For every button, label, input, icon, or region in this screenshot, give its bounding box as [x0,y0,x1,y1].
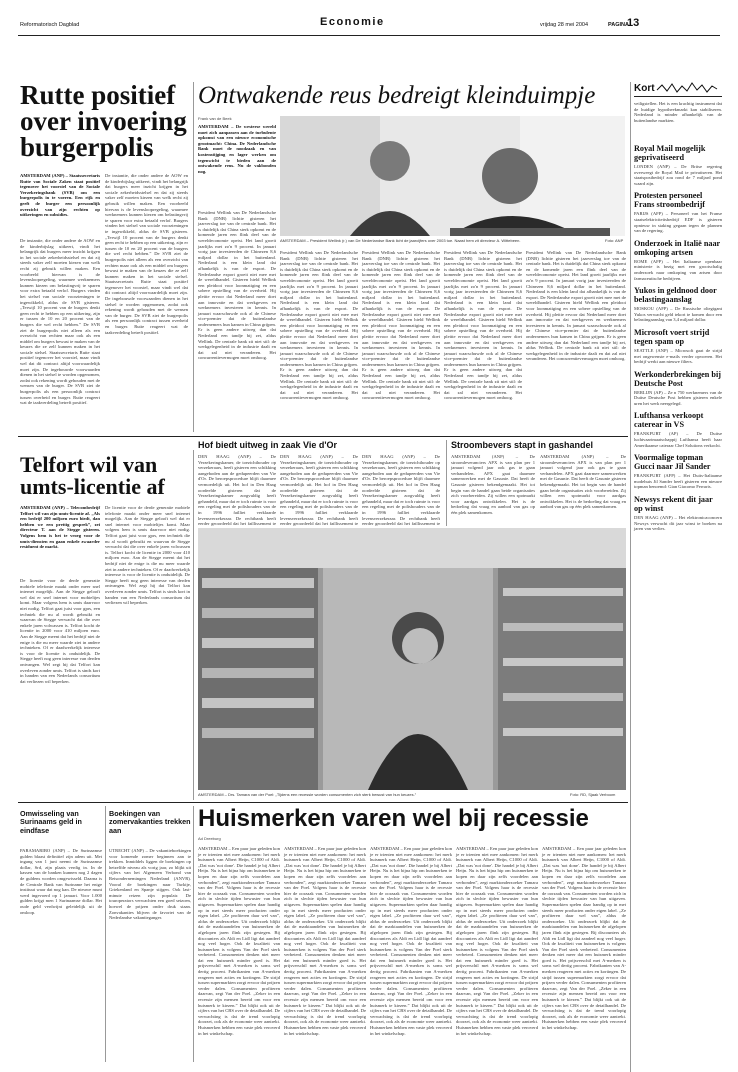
stroombevers-body-2: AMSTERDAM (ANP) – De stroomleveranciers APX is van plan per 1 januari volgend jaar ook gas te gaan verhandelen. APX gaat daarmee samenwerken met de Gasunie. Dat heeft de Gasunie gisteren bekendgemaakt. Het tot begin van de handel gaan beide organisaties zich voorbereiden. Zij willen een spotmarkt voor aardgas ontwikkelen. Het is de bedoeling dat vraag en aanbod van gas op één plek samenkomen. [540,454,626,510]
hofbiedt-headline: Hof biedt uitweg in zaak Vie d'Or [198,440,337,450]
section-title: Economie [320,16,385,28]
divider-omw [105,806,106,1062]
kort-item-body: LONDEN (ANP) – De Britse regering overweegt de Royal Mail te privatiseren. Het staatspostbedrijf zou rond de 7 miljard pond waard zijn. [634,164,722,186]
ontwakende-body-4: President Wellink van De Nederlandsche Bank (DNB) lichtte gisteren het jaarverslag toe van de centrale bank. Het is duidelijk dat China sterk opkomt en de komende jaren een flink deel van de wereldeconomie opeist. Het land groeit jaarlijks met zo'n 9 procent. In januari vorig jaar investeerden de Chinezen 8,6 miljard dollar in het buitenland. Nederland is een klein land dat afhankelijk is van de export. De Nederlandse export groeit niet mee met de wereldhandel. Gisteren hield Wellink een pleidooi voor loonmatiging en een sobere opstelling van de overheid. Hij pleitte ervoor dat Nederland meer doet aan innovatie en dat werkgevers en werknemers investeren in kennis. In januari waarschuwde ook al de Chinese vice-premier dat de buitenlandse ondernemers hun kansen in China grijpen. Er is geen andere uitweg dan dat Nederland een tandje bij zet, aldus Wellink. De centrale bank zit niet stil: de werkgelegenheid in de industrie daalt en dat zal niet veranderen. Het concurrentievermogen moet omhoog. [444,250,522,401]
huismerken-byline: Ad Dreeburg [198,836,221,841]
telfort-headline: Telfort wil van umts-licentie af [20,452,165,499]
kort-item-title: Voormalige topman Gucci naar Jil Sander [634,453,711,472]
supermarket-photo-credit: Foto: RD, Sjaak Verboom [570,792,616,797]
huismerken-body-4: AMSTERDAM – Een paar jaar geleden kon je er trienten niet mee aankomen: het merk huismerk van Albert Heijn, C1000 of Aldi. „Dat was 'not done'. Die handel je bij Albert Heijn. Nu is het bijna hip om huismerken te kopen en daar zijn zelfs voordelen aan verbonden”, zegt marktonderzoeker Tamara van der Poel. Volgens haar is de recessie hier de oorzaak van. Consumenten worden zich in slechte tijden bewuster van hun uitgaven. Supermarkten spelen daar handig op in met steeds meer producten onder eigen label. „Ze profiteren daar wel van”, aldus de onderzoeker. Uit onderzoek blijkt dat de marktaandelen van huismerken de afgelopen jaren flink zijn gestegen. Bij discounters als Aldi en Lidl ligt dat aandeel nog veel hoger. Ook de kwaliteit van huismerken is volgens Van der Poel sterk verbeterd. Consumenten denken niet meer dat een huismerk minder goed is. Het prijsverschil met A-merken is soms wel dertig procent. Fabrikanten van A-merken reageren met acties en kortingen. De strijd tussen supermarkten zorgt ervoor dat prijzen verder dalen. Consumenten profiteren daarvan, zegt Van der Poel. „Zeker in een recessie zijn mensen bereid om voor een huismerk te kiezen.” Dat blijkt ook uit de cijfers van het CBS over de detailhandel. De verwachting is dat de trend voorlopig doorzet, ook als de economie weer aantrekt. Huismerken hebben een vaste plek veroverd in het winkelschap. [456,846,538,1036]
ontwakende-body-1: President Wellink van De Nederlandsche Bank (DNB) lichtte gisteren het jaarverslag toe van de centrale bank. Het is duidelijk dat China sterk opkomt en de komende jaren een flink deel van de wereldeconomie opeist. Het land groeit jaarlijks met zo'n 9 procent. In januari vorig jaar investeerden de Chinezen 8,6 miljard dollar in het buitenland. Nederland is een klein land dat afhankelijk is van de export. De Nederlandse export groeit niet mee met de wereldhandel. Gisteren hield Wellink een pleidooi voor loonmatiging en een sobere opstelling van de overheid. Hij pleitte ervoor dat Nederland meer doet aan innovatie en dat werkgevers en werknemers investeren in kennis. In januari waarschuwde ook al de Chinese vice-premier dat de buitenlandse ondernemers hun kansen in China grijpen. Er is geen andere uitweg dan dat Nederland een tandje bij zet, aldus Wellink. De centrale bank zit niet stil: de werkgelegenheid in de industrie daalt en dat zal niet veranderen. Het concurrentievermogen moet omhoog. [198,210,276,361]
ontwakende-body-2: President Wellink van De Nederlandsche Bank (DNB) lichtte gisteren het jaarverslag toe van de centrale bank. Het is duidelijk dat China sterk opkomt en de komende jaren een flink deel van de wereldeconomie opeist. Het land groeit jaarlijks met zo'n 9 procent. In januari vorig jaar investeerden de Chinezen 8,6 miljard dollar in het buitenland. Nederland is een klein land dat afhankelijk is van de export. De Nederlandse export groeit niet mee met de wereldhandel. Gisteren hield Wellink een pleidooi voor loonmatiging en een sobere opstelling van de overheid. Hij pleitte ervoor dat Nederland meer doet aan innovatie en dat werkgevers en werknemers investeren in kennis. In januari waarschuwde ook al de Chinese vice-premier dat de buitenlandse ondernemers hun kansen in China grijpen. Er is geen andere uitweg dan dat Nederland een tandje bij zet, aldus Wellink. De centrale bank zit niet stil: de werkgelegenheid in de industrie daalt en dat zal niet veranderen. Het concurrentievermogen moet omhoog. [280,250,358,401]
wellink-caption: AMSTERDAM – President Wellink (r.) van De Nederlandse Bank licht de jaarcijfers over 2003 toe. Naast hem zit directeur A. Wittebeen. [280,238,521,243]
paper-name: Reformatorisch Dagblad [20,22,80,28]
kort-item-title: Lufthansa verkoopt caterear in VS [634,411,704,430]
boekingen-body: UTRECHT (ANP) – De vakantieboekingen voor komende zomer beginnen aan te trekken. Inmiddels liggen de boekingen op hetzelfde niveau als vorig jaar, zo blijkt uit cijfers van het Algemeen Verbond van Reisondernemingen Nederland (ANVR). Vooral de boekingen naar Turkije, Griekenland en Spanje stijgen. Ook last-minute reizen zijn populair. De touroperators verwachten een goed seizoen, hoewel de prijzen onder druk staan. Zonvakanties blijven de favoriet van de Nederlandse vakantieganger. [109,848,191,921]
kort-item-body: DEN HAAG (ANP) – Het elektronicaconcern Newsys verwacht dit jaar winst te boeken na jaren van verlies. [634,515,722,532]
kort-item-title: Microsoft voert strijd tegen spam op [634,327,710,346]
kort-item [634,286,722,323]
page-number: 13 [627,17,640,29]
supermarket-photo-art [198,528,626,790]
huismerken-body-1: AMSTERDAM – Een paar jaar geleden kon je er trienten niet mee aankomen: het merk huismerk van Albert Heijn, C1000 of Aldi. „Dat was 'not done'. Die handel je bij Albert Heijn. Nu is het bijna hip om huismerken te kopen en daar zijn zelfs voordelen aan verbonden”, zegt marktonderzoeker Tamara van der Poel. Volgens haar is de recessie hier de oorzaak van. Consumenten worden zich in slechte tijden bewuster van hun uitgaven. Supermarkten spelen daar handig op in met steeds meer producten onder eigen label. „Ze profiteren daar wel van”, aldus de onderzoeker. Uit onderzoek blijkt dat de marktaandelen van huismerken de afgelopen jaren flink zijn gestegen. Bij discounters als Aldi en Lidl ligt dat aandeel nog veel hoger. Ook de kwaliteit van huismerken is volgens Van der Poel sterk verbeterd. Consumenten denken niet meer dat een huismerk minder goed is. Het prijsverschil met A-merken is soms wel dertig procent. Fabrikanten van A-merken reageren met acties en kortingen. De strijd tussen supermarkten zorgt ervoor dat prijzen verder dalen. Consumenten profiteren daarvan, zegt Van der Poel. „Zeker in een recessie zijn mensen bereid om voor een huismerk te kiezen.” Dat blijkt ook uit de cijfers van het CBS over de detailhandel. De verwachting is dat de trend voorlopig doorzet, ook als de economie weer aantrekt. Huismerken hebben een vaste plek veroverd in het winkelschap. [198,846,280,1036]
telfort-lead: AMSTERDAM (ANP) – Telecombedrijf Telfort wil van zijn umts-licentie af. „Als een bedrijf 200 miljoen euro biedt, dan hebben we een prettig gesprek”, zei directeur T. aan de Stegge gisteren. Volgens hem is het te vroeg voor de umts-diensten en gaan enkele zwaarder residuent de markt. [20,505,100,550]
kort-list [634,144,722,532]
kort-item-body: ROME (AFP) – Het Italiaanse openbaar ministerie is bezig met een grootschalig onderzoek naar omkoping van artsen door farmaceutische bedrijven. [634,258,722,281]
kort-item-title: Royal Mail mogelijk geprivatiseerd [634,144,706,162]
rutte-body-2: De instantie, die onder andere de AOW en de kinderbijslag uitkeert, vindt het belangrijk dat burgers meer inzicht krijgen in het sociale zekerheidsstelsel en dat zij steeds vaker zelf moeten kiezen van welk recht zij gebruik willen maken. Een voorbeeld hiervan is de levensloopregeling, waarmee werknemers kunnen kiezen om belastingvrij te sparen voor extra betaald verlof. Burgers vinden het stelsel van sociale voorzieningen te ingewikkeld, aldus de SVB gisteren. „Terwijl 10 procent van de burgers denkt geen recht te hebben op een uitkering, zijn er tussen de 10 en 20 procent van de burgers die wel recht hebben.” De SVB ziet de burgerpolis niet alleen als een overzicht van rechten maar ook als een middel om burgers bewust te maken van de keuzes die ze zelf kunnen maken in het sociale stelsel. Staatssecretaris Rutte staat positief tegenover het voorstel, maar vindt wel dat dit contract altijd voorwaardelijk moet zijn. De ingebouwde voorwaarden dienen in het stelsel te worden opgenomen, zodat ook rekening wordt gehouden met de wensen van de burger. De SVB ziet de burgerpolis als een persoonlijk contract tussen overheid en burger. Rutte reageert wat de taakverdeling betreft positief. [105,173,188,335]
divider-kort [630,82,631,1072]
kort-item [634,411,722,448]
kort-item-title: Newsys rekent dit jaar op winst [634,495,713,514]
divider-col1 [193,82,194,432]
ontwakende-headline: Ontwakende reus bedreigt kleinduimpje [198,82,596,109]
ontwakende-byline: Frank van de Beek [198,116,232,121]
wellink-photo-art [280,116,625,236]
hofbiedt-body-1: DEN HAAG (ANP) – De Verzekeringskamer, de toezichthouder op verzekeraars, heeft gisteren een schikking aangeboden aan de gedupeerden van Vie d'Or. De beroepsprocedure blijft daarmee vermoedelijk uit. Het hof in Den Haag oordeelde gisteren dat de Verzekeringskamer zorgvuldig heeft gehandeld, maar dat er toch ruimte is voor een regeling met de polishouders van de in 1996 failliet verklaarde levensverzekeraar. De rechtbank heeft eerder geoordeeld dat het faillissement te [198,454,276,527]
ontwakende-body-3: President Wellink van De Nederlandsche Bank (DNB) lichtte gisteren het jaarverslag toe van de centrale bank. Het is duidelijk dat China sterk opkomt en de komende jaren een flink deel van de wereldeconomie opeist. Het land groeit jaarlijks met zo'n 9 procent. In januari vorig jaar investeerden de Chinezen 8,6 miljard dollar in het buitenland. Nederland is een klein land dat afhankelijk is van de export. De Nederlandse export groeit niet mee met de wereldhandel. Gisteren hield Wellink een pleidooi voor loonmatiging en een sobere opstelling van de overheid. Hij pleitte ervoor dat Nederland meer doet aan innovatie en dat werkgevers en werknemers investeren in kennis. In januari waarschuwde ook al de Chinese vice-premier dat de buitenlandse ondernemers hun kansen in China grijpen. Er is geen andere uitweg dan dat Nederland een tandje bij zet, aldus Wellink. De centrale bank zit niet stil: de werkgelegenheid in de industrie daalt en dat zal niet veranderen. Het concurrentievermogen moet omhoog. [362,250,440,401]
kort-item-title: Werkonderbrekingen bij Deutsche Post [634,369,721,388]
ontwakende-body-5: President Wellink van De Nederlandsche Bank (DNB) lichtte gisteren het jaarverslag toe van de centrale bank. Het is duidelijk dat China sterk opkomt en de komende jaren een flink deel van de wereldeconomie opeist. Het land groeit jaarlijks met zo'n 9 procent. In januari vorig jaar investeerden de Chinezen 8,6 miljard dollar in het buitenland. Nederland is een klein land dat afhankelijk is van de export. De Nederlandse export groeit niet mee met de wereldhandel. Gisteren hield Wellink een pleidooi voor loonmatiging en een sobere opstelling van de overheid. Hij pleitte ervoor dat Nederland meer doet aan innovatie en dat werkgevers en werknemers investeren in kennis. In januari waarschuwde ook al de Chinese vice-premier dat de buitenlandse ondernemers hun kansen in China grijpen. Er is geen andere uitweg dan dat Nederland een tandje bij zet, aldus Wellink. De centrale bank zit niet stil: de werkgelegenheid in de industrie daalt en dat zal niet veranderen. Het concurrentievermogen moet omhoog. [526,250,626,362]
kort-item [634,239,722,281]
rutte-lead: AMSTERDAM (ANP) – Staatssecretaris Rutte van Sociale Zaken staat positief tegenover het voorstel van de Sociale Verzekeringsbank (SVB) om een burgerpolis in te voeren. Een rijk en geeft de burger een persoonlijk overzicht van zijn rechten op uitkeringen en subsidies. [20,173,100,218]
kort-intro: veiligstellen. Het is een krachtig instrument dat de huidige hypotheekmarkt kan stabiliseren. Nederland is minder afhankelijk van de buitenlandse markten. [634,101,722,123]
huismerken-body-3: AMSTERDAM – Een paar jaar geleden kon je er trienten niet mee aankomen: het merk huismerk van Albert Heijn, C1000 of Aldi. „Dat was 'not done'. Die handel je bij Albert Heijn. Nu is het bijna hip om huismerken te kopen en daar zijn zelfs voordelen aan verbonden”, zegt marktonderzoeker Tamara van der Poel. Volgens haar is de recessie hier de oorzaak van. Consumenten worden zich in slechte tijden bewuster van hun uitgaven. Supermarkten spelen daar handig op in met steeds meer producten onder eigen label. „Ze profiteren daar wel van”, aldus de onderzoeker. Uit onderzoek blijkt dat de marktaandelen van huismerken de afgelopen jaren flink zijn gestegen. Bij discounters als Aldi en Lidl ligt dat aandeel nog veel hoger. Ook de kwaliteit van huismerken is volgens Van der Poel sterk verbeterd. Consumenten denken niet meer dat een huismerk minder goed is. Het prijsverschil met A-merken is soms wel dertig procent. Fabrikanten van A-merken reageren met acties en kortingen. De strijd tussen supermarkten zorgt ervoor dat prijzen verder dalen. Consumenten profiteren daarvan, zegt Van der Poel. „Zeker in een recessie zijn mensen bereid om voor een huismerk te kiezen.” Dat blijkt ook uit de cijfers van het CBS over de detailhandel. De verwachting is dat de trend voorlopig doorzet, ook als de economie weer aantrekt. Huismerken hebben een vaste plek veroverd in het winkelschap. [370,846,452,1036]
telfort-body-1: De licentie voor de derde generatie mobiele telefonie maakt onder meer snel internet mogelijk. Aan de Stegge gelooft wel dat er snel internet voor mobieltjes komt. Maar volgens hem is umts daarvoor niet nodig. Telfort gaat juist voor gprs, een techniek die nu al wordt gebruikt en waarvan de Stegge verwacht dat die over enkele jaren volwassen is. Telfort kocht de licentie in 2000 voor 410 miljoen euro. Aan de Stegge meent dat het bedrijf niet de enige is die nu meer waarde ziet in andere technieken. Of er daadwerkelijk interesse is voor de licentie is onduidelijk. De Stegge heeft nog geen interesse van derden ontvangen. Wel zegt hij dat Telfort kan overleven zonder umts. Telfort is sinds kort in handen van een Nederlands consortium dat verliezen wil beperken. [20,578,100,684]
telfort-body-2: De licentie voor de derde generatie mobiele telefonie maakt onder meer snel internet mogelijk. Aan de Stegge gelooft wel dat er snel internet voor mobieltjes komt. Maar volgens hem is umts daarvoor niet nodig. Telfort gaat juist voor gprs, een techniek die nu al wordt gebruikt en waarvan de Stegge verwacht dat die over enkele jaren volwassen is. Telfort kocht de licentie in 2000 voor 410 miljoen euro. Aan de Stegge meent dat het bedrijf niet de enige is die nu meer waarde ziet in andere technieken. Of er daadwerkelijk interesse is voor de licentie is onduidelijk. De Stegge heeft nog geen interesse van derden ontvangen. Wel zegt hij dat Telfort kan overleven zonder umts. Telfort is sinds kort in handen van een Nederlands consortium dat verliezen wil beperken. [105,505,190,606]
stroombevers-headline: Stroombevers stapt in gashandel [451,440,594,450]
kort-column [634,82,722,1062]
hofbiedt-body-3: DEN HAAG (ANP) – De Verzekeringskamer, de toezichthouder op verzekeraars, heeft gisteren een schikking aangeboden aan de gedupeerden van Vie d'Or. De beroepsprocedure blijft daarmee vermoedelijk uit. Het hof in Den Haag oordeelde gisteren dat de Verzekeringskamer zorgvuldig heeft gehandeld, maar dat er toch ruimte is voor een regeling met de polishouders van de in 1996 failliet verklaarde levensverzekeraar. De rechtbank heeft eerder geoordeeld dat het faillissement te [362,454,440,527]
boekingen-headline: Boekingen van zomervakanties trekken aan [109,809,191,835]
kort-item-body: FRANKFURT (AFP) – Het Duits-Italiaanse modehuis Jil Sander heeft gisteren een nieuwe topman benoemd: Gian Giacomo Ferraris. [634,473,722,490]
wellink-photo-credit: Foto: ANP [605,238,624,243]
huismerken-body-2: AMSTERDAM – Een paar jaar geleden kon je er trienten niet mee aankomen: het merk huismerk van Albert Heijn, C1000 of Aldi. „Dat was 'not done'. Die handel je bij Albert Heijn. Nu is het bijna hip om huismerken te kopen en daar zijn zelfs voordelen aan verbonden”, zegt marktonderzoeker Tamara van der Poel. Volgens haar is de recessie hier de oorzaak van. Consumenten worden zich in slechte tijden bewuster van hun uitgaven. Supermarkten spelen daar handig op in met steeds meer producten onder eigen label. „Ze profiteren daar wel van”, aldus de onderzoeker. Uit onderzoek blijkt dat de marktaandelen van huismerken de afgelopen jaren flink zijn gestegen. Bij discounters als Aldi en Lidl ligt dat aandeel nog veel hoger. Ook de kwaliteit van huismerken is volgens Van der Poel sterk verbeterd. Consumenten denken niet meer dat een huismerk minder goed is. Het prijsverschil met A-merken is soms wel dertig procent. Fabrikanten van A-merken reageren met acties en kortingen. De strijd tussen supermarkten zorgt ervoor dat prijzen verder dalen. Consumenten profiteren daarvan, zegt Van der Poel. „Zeker in een recessie zijn mensen bereid om voor een huismerk te kiezen.” Dat blijkt ook uit de cijfers van het CBS over de detailhandel. De verwachting is dat de trend voorlopig doorzet, ook als de economie weer aantrekt. Huismerken hebben een vaste plek veroverd in het winkelschap. [284,846,366,1036]
rule-upper-bottom [18,436,628,437]
ontwakende-lead: AMSTERDAM – De westerse wereld moet zich aanpassen aan de turbulente opkomst van een nieuwe economische grootmacht: China. De Nederlandsche Bank moet de noodzaak en van kostenstijging en lager werken om tegenwicht te bieden aan de ontwakende reus. Nu de vakbonden nog. [198,124,276,174]
huismerken-headline: Huismerken varen wel bij recessie [198,805,589,832]
kort-item [634,453,722,490]
kort-item [634,495,722,532]
kort-item-body: PARIJS (AFP) – Personeel van het Franse staatselektriciteitsbedrijf EDF is gisteren opnieuw in staking gegaan tegen de plannen van de regering. [634,211,722,234]
huismerken-body-5: AMSTERDAM – Een paar jaar geleden kon je er trienten niet mee aankomen: het merk huismerk van Albert Heijn, C1000 of Aldi. „Dat was 'not done'. Die handel je bij Albert Heijn. Nu is het bijna hip om huismerken te kopen en daar zijn zelfs voordelen aan verbonden”, zegt marktonderzoeker Tamara van der Poel. Volgens haar is de recessie hier de oorzaak van. Consumenten worden zich in slechte tijden bewuster van hun uitgaven. Supermarkten spelen daar handig op in met steeds meer producten onder eigen label. „Ze profiteren daar wel van”, aldus de onderzoeker. Uit onderzoek blijkt dat de marktaandelen van huismerken de afgelopen jaren flink zijn gestegen. Bij discounters als Aldi en Lidl ligt dat aandeel nog veel hoger. Ook de kwaliteit van huismerken is volgens Van der Poel sterk verbeterd. Consumenten denken niet meer dat een huismerk minder goed is. Het prijsverschil met A-merken is soms wel dertig procent. Fabrikanten van A-merken reageren met acties en kortingen. De strijd tussen supermarkten zorgt ervoor dat prijzen verder dalen. Consumenten profiteren daarvan, zegt Van der Poel. „Zeker in een recessie zijn mensen bereid om voor een huismerk te kiezen.” Dat blijkt ook uit de cijfers van het CBS over de detailhandel. De verwachting is dat de trend voorlopig doorzet, ook als de economie weer aantrekt. Huismerken hebben een vaste plek veroverd in het winkelschap. [542,846,626,1030]
rutte-body-1: De instantie, die onder andere de AOW en de kinderbijslag uitkeert, vindt het belangrijk dat burgers meer inzicht krijgen in het sociale zekerheidsstelsel en dat zij steeds vaker zelf moeten kiezen van welk recht zij gebruik willen maken. Een voorbeeld hiervan is de levensloopregeling, waarmee werknemers kunnen kiezen om belastingvrij te sparen voor extra betaald verlof. Burgers vinden het stelsel van sociale voorzieningen te ingewikkeld, aldus de SVB gisteren. „Terwijl 10 procent van de burgers denkt geen recht te hebben op een uitkering, zijn er tussen de 10 en 20 procent van de burgers die wel recht hebben.” De SVB ziet de burgerpolis niet alleen als een overzicht van rechten maar ook als een middel om burgers bewust te maken van de keuzes die ze zelf kunnen maken in het sociale stelsel. Staatssecretaris Rutte staat positief tegenover het voorstel, maar vindt wel dat dit contract altijd voorwaardelijk moet zijn. De ingebouwde voorwaarden dienen in het stelsel te worden opgenomen, zodat ook rekening wordt gehouden met de wensen van de burger. De SVB ziet de burgerpolis als een persoonlijk contract tussen overheid en burger. Rutte reageert wat de taakverdeling betreft positief. [20,238,100,406]
kort-item-title: Onderzoek in Italië naar omkoping artsen [634,238,721,257]
kort-item [634,144,722,186]
divider-stroom [446,440,447,526]
rule-lower [18,802,628,803]
stroombevers-body-1: AMSTERDAM (ANP) – De stroomleveranciers APX is van plan per 1 januari volgend jaar ook gas te gaan verhandelen. APX gaat daarmee samenwerken met de Gasunie. Dat heeft de Gasunie gisteren bekendgemaakt. Het tot begin van de handel gaan beide organisaties zich voorbereiden. Zij willen een spotmarkt voor aardgas ontwikkelen. Het is de bedoeling dat vraag en aanbod van gas op één plek samenkomen. [451,454,535,515]
rutte-headline: Rutte positief over invoering burgerpolis [20,80,187,162]
header-rule [18,35,720,36]
kort-item-body: FRANKFURT (AP) – De Duitse luchtvaartmaatschappij Lufthansa heeft haar Amerikaanse cateraar Chef Solutions verkocht. [634,431,722,448]
kort-item [634,370,722,407]
supermarket-photo [198,528,626,790]
kort-item [634,191,722,233]
omwisseling-headline: Omwisseling van Surinaams geld in eindfase [20,809,82,835]
kort-item-body: BERLIJN (AP) – Ze n 750 werknemers van de Duitse Deutsche Post hebben gisteren enkele uren het werk neergelegd. [634,389,722,406]
kort-item [634,328,722,365]
page-date: vrijdag 28 mei 2004 [540,22,589,28]
divider-huis [193,806,194,1062]
kort-zigzag-icon [657,82,717,94]
kort-item-title: Protesten personeel Frans stroombedrijf [634,191,706,210]
kort-item-title: Yukos in geldnood door belastingaanslag [634,286,717,305]
page-header [0,0,738,32]
page-label: PAGINA [608,22,629,28]
wellink-photo [280,116,625,236]
divider-telfort [193,450,194,800]
omwisseling-body: PARAMARIBO (ANP) – De Surinaamse gulden blaast definitief zijn adem uit. Met ingang van 1 juni neemt de Surinaamse dollar, Srd, zijn plaats verdig in. In de kassen van de banken kunnen nog 2 dagen de guldens worden omgewisseld. Daarna is de Centrale Bank van Suriname het enige instituut waar dat nog kan. De nieuwe munt werd ingevoerd op 1 januari. Voor 1.000 gulden krijgt men 1 Surinaamse dollar. Het oude geld verdwijnt geleidelijk uit de omloop. [20,848,102,915]
kort-header [634,82,722,97]
supermarket-caption: AMSTERDAM – Drs. Tamara van der Poel: „Tijdens een recessie worden consumenten zich sterk bewust van hun keuzes.” [198,792,417,797]
kort-item-body: MOSKOU (AFP) – De Russische oliegigant Yukos verwacht geld tekort te komen door een belastingaanslag van 3,4 miljard dollar. [634,306,722,323]
hofbiedt-body-2: DEN HAAG (ANP) – De Verzekeringskamer, de toezichthouder op verzekeraars, heeft gisteren een schikking aangeboden aan de gedupeerden van Vie d'Or. De beroepsprocedure blijft daarmee vermoedelijk uit. Het hof in Den Haag oordeelde gisteren dat de Verzekeringskamer zorgvuldig heeft gehandeld, maar dat er toch ruimte is voor een regeling met de polishouders van de in 1996 failliet verklaarde levensverzekeraar. De rechtbank heeft eerder geoordeeld dat het faillissement te [280,454,358,527]
kort-item-body: SEATTLE (ANP) – Microsoft gaat de strijd met ongewenste e-mails verder opvoeren. Het bedrijf werkt aan nieuwe filters. [634,347,722,365]
kort-title: Kort [634,82,655,94]
